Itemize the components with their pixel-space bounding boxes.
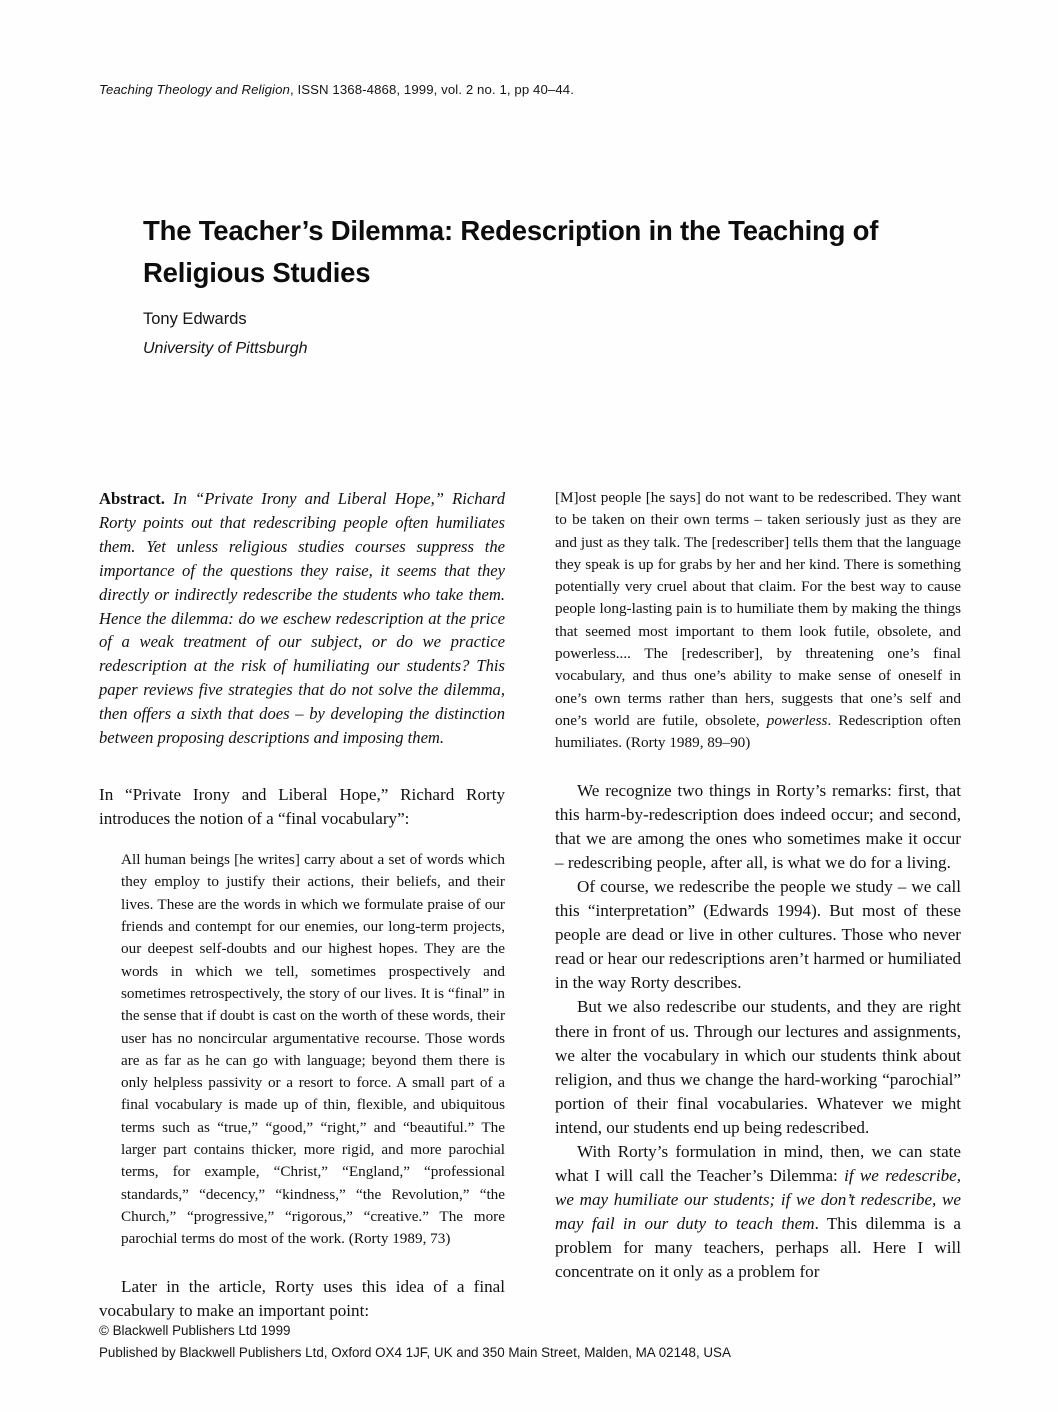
right-block-quote <box>555 487 961 755</box>
journal-name: Teaching Theology and Religion <box>99 82 290 97</box>
quote-spacer <box>99 1251 505 1275</box>
publisher-line: Published by Blackwell Publishers Ltd, Oxford OX4 1JF, UK and 350 Main Street, Malden, MA 02148, USA <box>99 1345 731 1360</box>
body-columns <box>99 487 962 1320</box>
left-intro-paragraph: In “Private Irony and Liberal Hope,” Richard Rorty introduces the notion of a “final vocabulary”: <box>99 784 505 829</box>
right-quote-emphasis: powerless <box>766 711 828 729</box>
left-column <box>99 487 505 1320</box>
right-paragraph-4-emphasis: if we redescribe, we may humiliate our students; if we don’t redescribe, we may fail in our duty to teach them <box>555 1166 961 1234</box>
right-paragraph-4-pre: With Rorty’s formulation in mind, then, we can state what I will call the Teacher’s Dilemma: <box>555 1141 961 1186</box>
right-paragraph-2: Of course, we redescribe the people we study – we call this “interpretation” (Edwards 1994). But most of these people are dead or live in other cultures. Those who never read or hear our redescriptions aren’t harmed or humiliated in the way Rorty describes. <box>555 876 961 993</box>
abstract-block <box>99 487 505 750</box>
page-footer <box>99 1320 979 1364</box>
abstract-label: Abstract. <box>99 489 165 508</box>
right-paragraph-1: We recognize two things in Rorty’s remarks: first, that this harm-by-redescription does indeed occur; and second, that we are among the ones who sometimes make it occur – redescribing people, after all, is what we do for a living. <box>555 780 961 872</box>
author-affiliation: University of Pittsburgh <box>143 340 308 357</box>
right-quote-tail: . Redescription often humiliates. (Rorty 1989, 89–90) <box>555 711 961 752</box>
right-paragraph-4 <box>555 1140 961 1285</box>
right-quote-spacer <box>555 755 961 779</box>
page-title: The Teacher’s Dilemma: Redescription in the Teaching of Religious Studies <box>143 215 879 289</box>
left-block-quote: All human beings [he writes] carry about a set of words which they employ to justify their actions, their beliefs, and their lives. These are the words in which we formulate praise of our friends and contempt for our enemies, our long-term projects, our deepest self-doubts and our highest hopes. They are the words in which we tell, sometimes prospectively and sometimes retrospectively, the story of our lives. It is “final” in the sense that if doubt is cast on the worth of these words, their user has no noncircular argumentative recourse. Those words are as far as he can go with language; beyond them there is only helpless passivity or a resort to force. A small part of a final vocabulary is made up of thin, flexible, and ubiquitous terms such as “true,” “good,” “right,” and “beautiful.” The larger part contains thicker, more rigid, and more parochial terms, for example, “Christ,” “England,” “professional standards,” “decency,” “kindness,” “the Revolution,” “the Church,” “progressive,” “rigorous,” “creative.” The more parochial terms do most of the work. (Rorty 1989, 73) <box>121 851 505 1248</box>
right-paragraph-3: But we also redescribe our students, and they are right there in front of us. Through our lectures and assignments, we alter the vocabulary in which our students think about religion, and thus we change the hard-working “parochial” portion of their final vocabularies. Whatever we might intend, our students end up being redescribed. <box>555 997 961 1137</box>
right-column <box>555 487 961 1305</box>
journal-issue-details: , ISSN 1368-4868, 1999, vol. 2 no. 1, pp 40–44. <box>289 82 574 97</box>
left-closing-paragraph: Later in the article, Rorty uses this idea of a final vocabulary to make an important point: <box>99 1276 505 1320</box>
author-name: Tony Edwards <box>143 310 247 328</box>
abstract-text: In “Private Irony and Liberal Hope,” Richard Rorty points out that redescribing people often humiliates them. Yet unless religious studies courses suppress the importance of the questions they raise, it seems that they directly or indirectly redescribe the students who take them. Hence the dilemma: do we eschew redescription at the price of a weak treatment of our subject, or do we practice redescription at the risk of humiliating our students? This paper reviews five strategies that do not solve the dilemma, then offers a sixth that does – by developing the distinction between proposing descriptions and imposing them. <box>99 489 505 748</box>
right-quote-body: [M]ost people [he says] do not want to be redescribed. They want to be taken on their own terms – taken seriously just as they are and just as they talk. The [redescriber] tells them that the language they speak is up for grabs by her and her kind. There is something potentially very cruel about that claim. For the best way to cause people long-lasting pain is to humiliate them by making the things that seemed most important to them look futile, obsolete, and powerless.... The [redescriber], by threatening one’s final vocabulary, and thus one’s ability to make sense of oneself in one’s own terms rather than hers, suggests that one’s self and one’s world are futile, obsolete, <box>555 489 961 729</box>
journal-running-head <box>99 82 959 97</box>
copyright-line: © Blackwell Publishers Ltd 1999 <box>99 1323 291 1338</box>
right-paragraph-4-post: . This dilemma is a problem for many teachers, perhaps all. Here I will concentrate on it only as a problem for <box>555 1214 962 1282</box>
